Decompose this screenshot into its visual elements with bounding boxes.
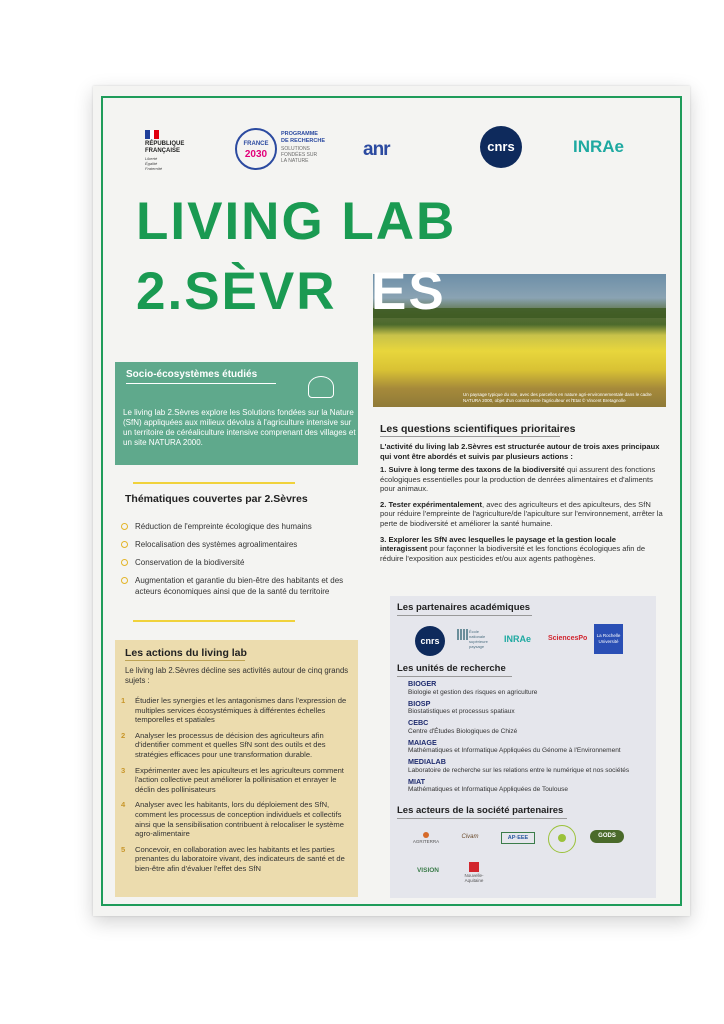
bullet-icon — [121, 559, 128, 566]
list-item: BIOGER Biologie et gestion des risques en agriculture — [408, 679, 538, 696]
questions-underline — [380, 436, 560, 437]
list-item: CEBC Centre d'Études Biologiques de Chizé — [408, 718, 518, 735]
la-rochelle-universite-logo: La Rochelle Université — [594, 624, 623, 654]
questions-title: Les questions scientifiques prioritaires — [380, 423, 576, 435]
list-item: MIAT Mathématiques et Informatique Appliquées de Toulouse — [408, 776, 568, 793]
sciencespo-logo: SciencesPo — [548, 635, 588, 642]
actions-underline — [125, 660, 245, 661]
cnrs-partner-logo: cnrs — [415, 626, 445, 656]
photo-caption: Un paysage typique du site, avec des parcelles en nature agri-environnementale dans le cadre NATURA 2000, objet d'un contrat entre l'agriculteur et l'Etat © Vincent Bretagnolle — [463, 392, 652, 403]
themes-title: Thématiques couvertes par 2.Sèvres — [125, 493, 308, 505]
bullet-icon — [121, 523, 128, 530]
republique-motto: Liberté Égalité Fraternité — [145, 156, 163, 171]
gods-logo: GODS — [590, 830, 624, 843]
local-association-logo — [548, 825, 576, 853]
themes-top-divider — [133, 482, 295, 484]
list-item: 2. Tester expérimentalement, avec des agriculteurs et des apiculteurs, des SfN pour réduire l'empreinte de l'agriculture/de l'apiculture sur l'environnement, arrêter la perte de biodiversité et améliorer la santé humaine. — [380, 499, 663, 528]
vision-logo: VISION — [416, 867, 440, 874]
list-item: Conservation de la biodiversité — [121, 557, 361, 568]
themes-bottom-divider — [133, 620, 295, 622]
bullet-icon — [121, 577, 128, 584]
list-item: MAIAGE Mathématiques et Informatique Appliquées du Génome à l'Environnement — [408, 737, 621, 754]
questions-intro: L'activité du living lab 2.Sèvres est structurée autour de trois axes principaux qui vont être abordés et suivis par plusieurs actions : — [380, 442, 660, 461]
list-item: 1. Suivre à long terme des taxons de la biodiversité qui assurent des fonctions écologiques essentielles pour la production de denrées alimentaires et d'aliments pour animaux. — [380, 465, 656, 494]
list-item: 5 Concevoir, en collaboration avec les habitants et les parties prenantes du laboratoire vivant, des indicateurs de santé et de bien-être afin d'évaluer l'effet des SfN — [121, 844, 345, 873]
cnrs-logo: cnrs — [480, 126, 522, 168]
list-item: 2 Analyser les processus de décision des agriculteurs afin d'identifier comment et quelles SfN sont des outils et des stratégies efficaces pour une transformation durable. — [121, 730, 326, 759]
programme-label: PROGRAMME DE RECHERCHE — [281, 131, 326, 144]
society-partners-title: Les acteurs de la société partenaires — [397, 805, 564, 816]
socio-underline — [126, 383, 276, 384]
agriterra-logo: AGRITERRA — [411, 832, 441, 844]
themes-list — [121, 521, 361, 604]
units-underline — [397, 676, 512, 677]
list-item: Augmentation et garantie du bien-être des habitants et des acteurs économiques ainsi que de la santé du territoire — [121, 575, 361, 597]
list-item: 4 Analyser avec les habitants, lors du déploiement des SfN, comment les processus de conception individuels et collectifs ainsi que la sensibilisation contribuent à relocaliser le système agro-alimentaire — [121, 800, 344, 839]
title-line-2: 2.SÈVR — [136, 262, 337, 321]
title-line-2-overlay: ES — [371, 262, 446, 321]
socio-text: Le living lab 2.Sèvres explore les Solutions fondées sur la Nature (SfN) appliquées aux milieux dévolus à l'agriculture intensive sur un territoire de céréaliculture intensive comprenant des villages et un site NATURA 2000. — [123, 408, 356, 447]
questions-list — [380, 465, 665, 569]
inrae-logo: INRAe — [573, 137, 625, 156]
actions-list — [121, 696, 356, 880]
list-item: 1 Étudier les synergies et les antagonismes dans l'expression de multiples services écosystémiques à différentes échelles temporelles et spatiales — [121, 696, 347, 725]
civam-logo: Civam — [461, 834, 479, 840]
apeee-logo: AP·EEE — [501, 832, 535, 844]
list-item: 3 Expérimenter avec les apiculteurs et les agriculteurs comment l'action collective peut améliorer la pollinisation et enrayer le déclin des pollinisateurs — [121, 765, 344, 794]
list-item: BIOSP Biostatistiques et processus spatiaux — [408, 698, 515, 715]
list-item: MEDIALAB Laboratoire de recherche sur les relations entre le numérique et nos sociétés — [408, 757, 630, 774]
list-item: 3. Explorer les SfN avec lesquelles le paysage et la gestion locale interagissent pour façonner la biodiversité et les fonctions écologiques afin de réduire l'exposition aux pesticides et/ou aux agents pathogènes. — [380, 534, 646, 563]
farm-icon — [308, 376, 334, 398]
actions-intro: Le living lab 2.Sèvres décline ses activités autour de cinq grands sujets : — [125, 666, 349, 685]
research-units-title: Les unités de recherche — [397, 663, 506, 674]
paysage-school-logo: École nationale supérieure paysage — [469, 629, 488, 649]
academic-partners-title: Les partenaires académiques — [397, 602, 531, 613]
france-2030-logo: FRANCE 2030 — [235, 128, 277, 170]
list-item: Réduction de l'empreinte écologique des humains — [121, 521, 361, 532]
actions-title: Les actions du living lab — [125, 647, 247, 659]
nouvelle-aquitaine-logo: Nouvelle-Aquitaine — [459, 862, 489, 883]
anr-logo: anr — [363, 139, 390, 160]
marianne-flag-icon — [145, 130, 159, 139]
bullet-icon — [121, 541, 128, 548]
academic-underline — [397, 615, 532, 616]
title-line-1: LIVING LAB — [136, 192, 457, 251]
programme-subtitle: SOLUTIONS FONDÉES SUR LA NATURE — [281, 146, 318, 164]
socio-title: Socio-écosystèmes étudiés — [126, 369, 258, 380]
republique-francaise-logo: RÉPUBLIQUE FRANÇAISE — [145, 141, 185, 154]
research-units-list — [408, 680, 653, 797]
inrae-partner-logo: INRAe — [504, 634, 532, 644]
brochure-sheet — [93, 86, 690, 916]
list-item: Relocalisation des systèmes agroalimentaires — [121, 539, 361, 550]
society-underline — [397, 818, 567, 819]
